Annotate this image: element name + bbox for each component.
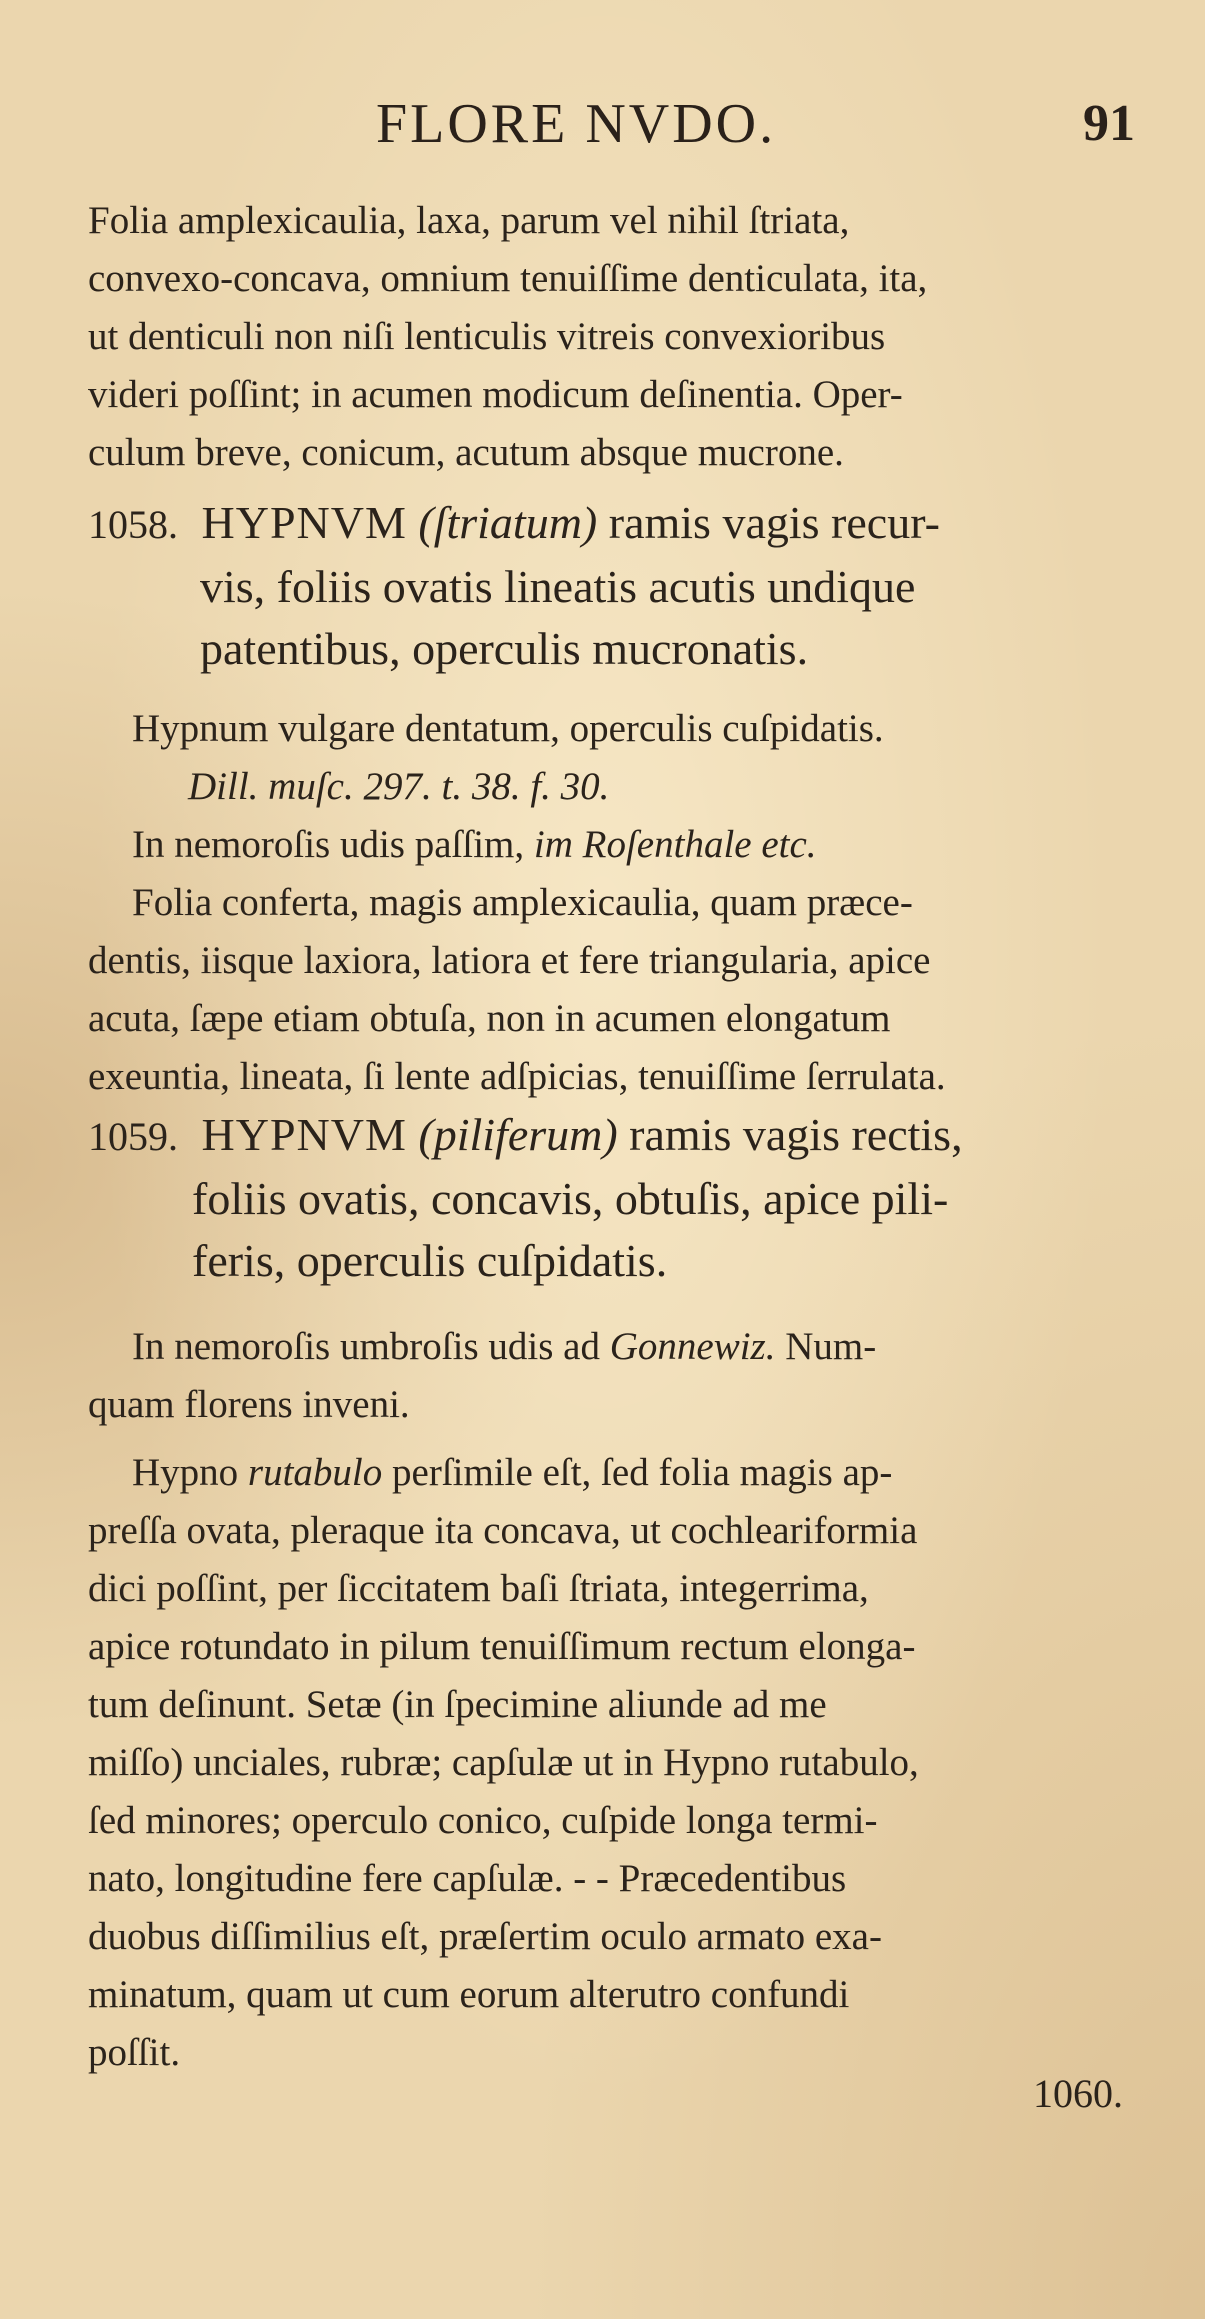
running-head: FLORE NVDO. bbox=[376, 93, 777, 155]
text-line: videri poſſint; in acumen modicum deſinentia. Oper- bbox=[88, 373, 903, 416]
diagnosis-line: patentibus, operculis mucronatis. bbox=[200, 623, 809, 674]
description-line: tum deſinunt. Setæ (in ſpecimine aliunde ad me bbox=[88, 1683, 827, 1726]
habitat-line bbox=[88, 816, 1128, 874]
habitat-locality: Gonnewiz. bbox=[609, 1325, 776, 1368]
description-line: Folia conferta, magis amplexicaulia, quam præce- bbox=[132, 881, 913, 924]
habitat-line: quam florens inveni. bbox=[88, 1383, 410, 1426]
diagnosis-line: vis, foliis ovatis lineatis acutis undique bbox=[200, 561, 916, 612]
text-line: convexo-concava, omnium tenuiſſime denticulata, ita, bbox=[88, 257, 928, 300]
entry-1059-diagnosis bbox=[88, 1104, 1128, 1292]
catchword: 1060. bbox=[1033, 2071, 1123, 2116]
diagnosis-line: foliis ovatis, concavis, obtuſis, apice pili- bbox=[192, 1173, 949, 1224]
synonym-reference: Dill. muſc. 297. t. 38. f. 30. bbox=[188, 765, 610, 808]
description-line: nato, longitudine fere capſulæ. - - Præcedentibus bbox=[88, 1857, 847, 1900]
description-line: apice rotundato in pilum tenuiſſimum rectum elonga- bbox=[88, 1625, 916, 1668]
description-line: exeuntia, lineata, ſi lente adſpicias, tenuiſſime ſerrulata. bbox=[88, 1055, 946, 1098]
text-line: culum breve, conicum, acutum absque mucrone. bbox=[88, 431, 844, 474]
page-header bbox=[0, 92, 1205, 162]
diagnosis-text: ramis vagis recur- bbox=[608, 497, 940, 548]
paragraph-top bbox=[88, 192, 1128, 482]
species-epithet: (ſtriatum) bbox=[418, 497, 598, 548]
entry-number: 1059. bbox=[88, 1114, 178, 1159]
description-line: acuta, ſæpe etiam obtuſa, non in acumen elongatum bbox=[88, 997, 891, 1040]
entry-1059-body bbox=[88, 1318, 1128, 2082]
diagnosis-text: ramis vagis rectis, bbox=[629, 1109, 963, 1160]
text-line: Folia amplexicaulia, laxa, parum vel nihil ſtriata, bbox=[88, 199, 850, 242]
genus-name: HYPNVM bbox=[201, 497, 407, 548]
habitat-text: Num- bbox=[785, 1325, 877, 1368]
entry-1058-diagnosis bbox=[88, 492, 1128, 680]
habitat-line bbox=[88, 1318, 1128, 1376]
description-line: minatum, quam ut cum eorum alterutro confundi bbox=[88, 1973, 850, 2016]
text-line: ut denticuli non niſi lenticulis vitreis convexioribus bbox=[88, 315, 886, 358]
habitat-text: In nemoroſis udis paſſim, bbox=[132, 823, 525, 866]
habitat-text: In nemoroſis umbroſis udis ad bbox=[132, 1325, 600, 1368]
description-line: poſſit. bbox=[88, 2031, 181, 2074]
synonym-line: Hypnum vulgare dentatum, operculis cuſpidatis. bbox=[132, 707, 884, 750]
habitat-locality: im Roſenthale etc. bbox=[533, 823, 817, 866]
description-line bbox=[88, 1444, 1128, 1502]
description-line: ſed minores; operculo conico, cuſpide longa termi- bbox=[88, 1799, 878, 1842]
diagnosis-line bbox=[88, 492, 1128, 556]
description-line: preſſa ovata, pleraque ita concava, ut cochleariformia bbox=[88, 1509, 918, 1552]
page-number: 91 bbox=[1083, 95, 1135, 152]
entry-1058-body bbox=[88, 700, 1128, 1106]
description-text: Hypno bbox=[132, 1451, 239, 1494]
genus-name: HYPNVM bbox=[201, 1109, 407, 1160]
diagnosis-line bbox=[88, 1104, 1128, 1168]
entry-number: 1058. bbox=[88, 502, 178, 547]
description-line: miſſo) unciales, rubræ; capſulæ ut in Hypno rutabulo, bbox=[88, 1741, 919, 1784]
description-line: duobus diſſimilius eſt, præſertim oculo armato exa- bbox=[88, 1915, 882, 1958]
species-epithet: (piliferum) bbox=[418, 1109, 618, 1160]
diagnosis-line: feris, operculis cuſpidatis. bbox=[192, 1235, 668, 1286]
description-line: dentis, iisque laxiora, latiora et fere triangularia, apice bbox=[88, 939, 931, 982]
description-line: dici poſſint, per ſiccitatem baſi ſtriata, integerrima, bbox=[88, 1567, 869, 1610]
description-text: perſimile eſt, ſed folia magis ap- bbox=[392, 1451, 893, 1494]
taxon-reference: rutabulo bbox=[247, 1451, 383, 1494]
